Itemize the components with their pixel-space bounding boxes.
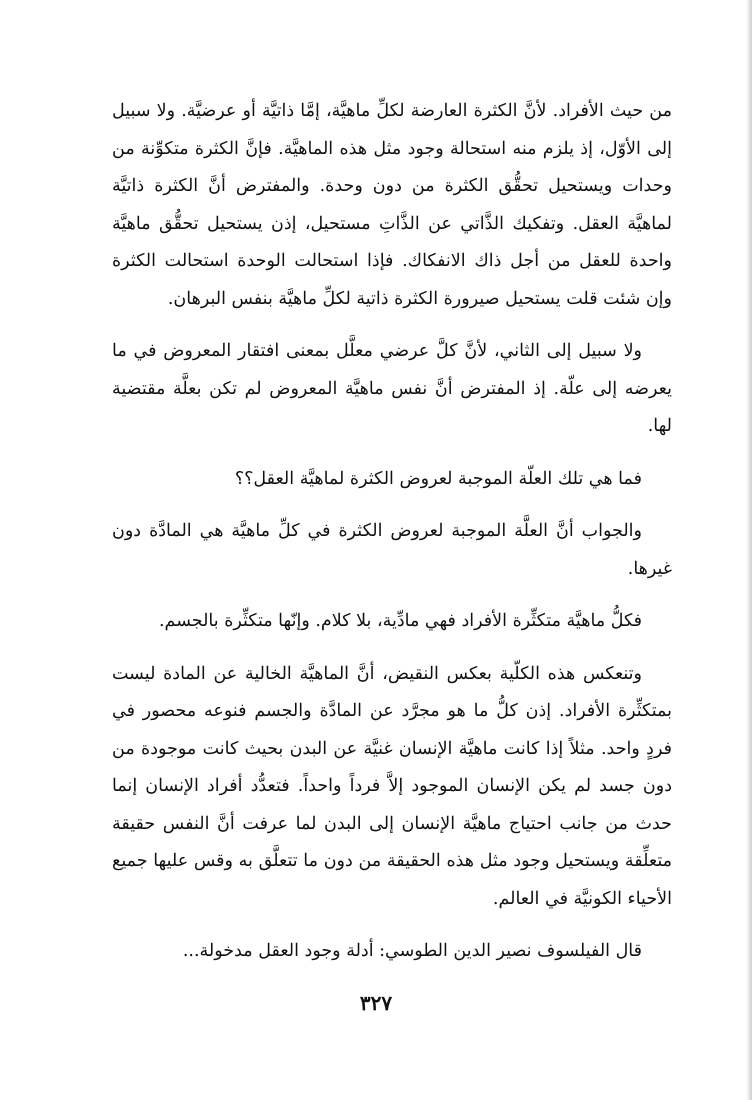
paragraph-1: من حيث الأفراد. لأنَّ الكثرة العارضة لكلِّ ماهيَّة، إمَّا ذاتيَّة أو عرضيَّة. ولا سبيل إلى الأوّل، إذ يلزم منه استحالة وجود مثل هذه الماهيَّة. فإنَّ الكثرة متكوِّنة من وحدات ويستحيل تحقُّق الكثرة من دون وحدة. والمفترض أنَّ الكثرة ذاتيَّة لماهيَّة العقل. وتفكيك الذَّاتي عن الذَّاتِ مستحيل، إذن يستحيل تحقُّق ماهيَّة واحدة للعقل من أجل ذاك الانفكاك. فإذا استحالت الوحدة استحالت الكثرة وإن شئت قلت يستحيل صيرورة الكثرة ذاتية لكلِّ ماهيَّة بنفس البرهان. — [112, 101, 672, 309]
paragraph-5: فكلُّ ماهيَّة متكثِّرة الأفراد فهي مادِّية، بلا كلام. وإنّها متكثِّرة بالجسم. — [158, 611, 642, 631]
paragraph-2: ولا سبيل إلى الثاني، لأنَّ كلَّ عرضي معلَّل بمعنى افتقار المعروض في ما يعرضه إلى علّة. إذ المفترض أنَّ نفس ماهيَّة المعروض لم تكن بعلَّة مقتضية لها. — [112, 341, 672, 436]
page-number: ٣٢٧ — [359, 991, 393, 1015]
paragraph-3: فما هي تلك العلّة الموجبة لعروض الكثرة لماهيَّة العقل؟؟ — [234, 468, 642, 489]
paragraph-6: وتنعكس هذه الكلّية بعكس النقيض، أنَّ الماهيَّة الخالية عن المادة ليست بمتكثِّرة الأفراد. إذن كلُّ ما هو مجرَّد عن المادَّة والجسم فنوعه محصور في فردٍ واحد. مثلاً إذا كانت ماهيَّة الإنسان غنيَّة عن البدن بحيث كانت موجودة من دون جسد لم يكن الإنسان الموجود إلاَّ فرداً واحداً. فتعدُّد أفراد الإنسان إنما حدث من جانب احتياج ماهيَّة الإنسان إلى البدن لما عرفت أنَّ النفس حقيقة متعلِّقة ويستحيل وجود مثل هذه الحقيقة من دون ما تتعلَّق به وقس عليها جميع الأحياء الكونيَّة في العالم. — [112, 663, 672, 909]
body-text — [112, 93, 672, 971]
paragraph-7: قال الفيلسوف نصير الدين الطوسي: أدلة وجود العقل مدخولة... — [182, 941, 642, 961]
page-edge-shadow — [746, 0, 752, 1100]
paragraph-4: والجواب أنَّ العلَّة الموجبة لعروض الكثرة في كلِّ ماهيَّة هي المادَّة دون غيرها. — [112, 521, 672, 579]
